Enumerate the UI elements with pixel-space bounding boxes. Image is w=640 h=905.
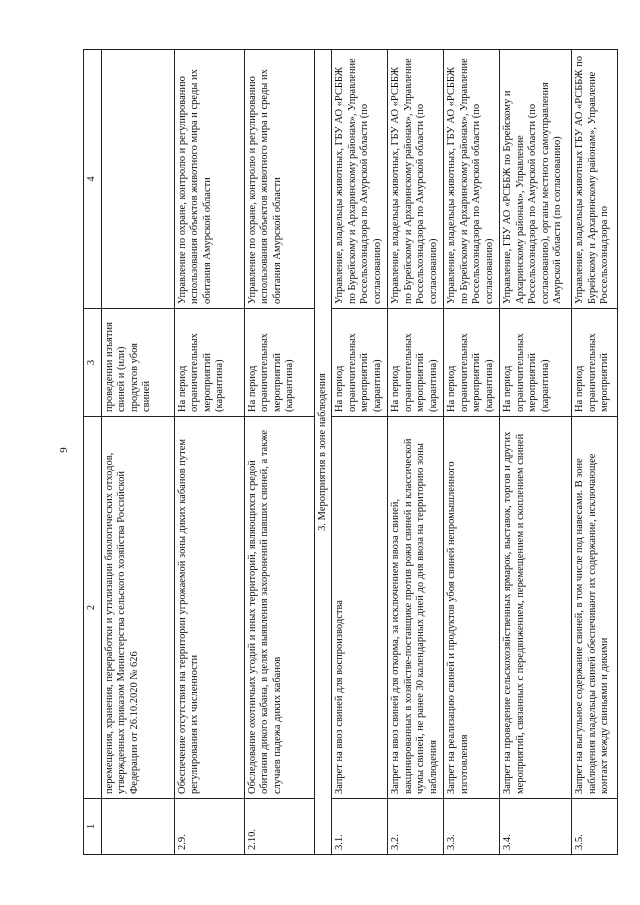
table-row <box>174 50 244 855</box>
row-measure: Запрет на выгульное содержание свиней, в том числе под навесами. В зоне наблюдения владельцы свиней обеспечивают их содержание, исключающее контакт между свиньями и дикими <box>572 417 618 799</box>
row-number: 3.5. <box>572 799 618 855</box>
table-header-row <box>84 50 102 855</box>
section-title: 3. Мероприятия в зоне наблюдения <box>314 50 332 855</box>
table-row <box>388 50 444 855</box>
row-number: 2.9. <box>174 799 244 855</box>
table-row <box>444 50 500 855</box>
row-responsible <box>101 50 174 309</box>
header-col-4: 4 <box>84 50 102 309</box>
section-row <box>314 50 332 855</box>
row-measure: Запрет на проведение сельскохозяйственных ярмарок, выставок, торгов и других мероприятий, связанных с передвижением, перемещением и скоплением свиней <box>500 417 572 799</box>
row-measure: Обследование охотничьих угодий и иных территорий, являющихся средой обитания дикого кабана, в целях выявления захоронений павших свиней, а также случаев падежа диких кабанов <box>244 417 314 799</box>
row-measure: перемещения, хранения, переработки и утилизации биологических отходов, утвержденных приказом Министерства сельского хозяйства Российской Федерации от 26.10.2020 № 626 <box>101 417 174 799</box>
table-row <box>101 50 174 855</box>
row-number: 3.3. <box>444 799 500 855</box>
row-responsible: Управление, ГБУ АО «РСББЖ по Бурейскому и Архаринскому районам», Управление Россельхознадзора по Амурской области (по согласованию), органы местного самоуправления Амурской области (по согласованию) <box>500 50 572 309</box>
rotated-table-wrapper <box>83 50 610 855</box>
row-responsible: Управление, владельцы животных, ГБУ АО «РСББЖ по Бурейскому и Архаринскому районам», Управление Россельхознадзора по Амурской области (по согласованию) <box>332 50 388 309</box>
table-row <box>244 50 314 855</box>
row-number: 3.2. <box>388 799 444 855</box>
row-term: На период ограничительных мероприятий (карантина) <box>174 309 244 417</box>
row-responsible: Управление, владельцы животных ГБУ АО «РСББЖ по Бурейскому и Архаринскому районам», Управление Россельхознадзора по <box>572 50 618 309</box>
row-number: 3.1. <box>332 799 388 855</box>
header-col-2: 2 <box>84 417 102 799</box>
row-responsible: Управление, владельцы животных, ГБУ АО «РСББЖ по Бурейскому и Архаринскому районам», Управление Россельхознадзора по Амурской области (по согласованию) <box>388 50 444 309</box>
row-term: На период ограничительных мероприятий <box>572 309 618 417</box>
row-measure: Обеспечение отсутствия на территории угрожаемой зоны диких кабанов путем регулирования их численности <box>174 417 244 799</box>
row-responsible: Управление, владельцы животных, ГБУ АО «РСББЖ по Бурейскому и Архаринскому районам», Управление Россельхознадзора по Амурской области (по согласованию) <box>444 50 500 309</box>
measures-table <box>83 49 618 855</box>
row-term: На период ограничительных мероприятий (карантина) <box>388 309 444 417</box>
row-measure: Запрет на реализацию свиней и продуктов убоя свиней непромышленного изготовления <box>444 417 500 799</box>
table-row <box>332 50 388 855</box>
row-measure: Запрет на ввоз свиней для воспроизводства <box>332 417 388 799</box>
row-number: 2.10. <box>244 799 314 855</box>
row-term: На период ограничительных мероприятий (карантина) <box>332 309 388 417</box>
header-col-3: 3 <box>84 309 102 417</box>
row-measure: Запрет на ввоз свиней для откорма, за исключением ввоза свиней, вакцинированных в хозяйстве-поставщике против рожи свиней и классической чумы свиней, не ранее 30 календарных дней до дня ввоза на территорию зоны наблюдения <box>388 417 444 799</box>
row-responsible: Управление по охране, контролю и регулированию использования объектов животного мира и среды их обитания Амурской области <box>244 50 314 309</box>
row-term: На период ограничительных мероприятий (карантина) <box>444 309 500 417</box>
table-row <box>572 50 618 855</box>
header-col-1: 1 <box>84 799 102 855</box>
row-term: проведении изъятия свиней и (или) продуктов убоя свиней <box>101 309 174 417</box>
row-responsible: Управление по охране, контролю и регулированию использования объектов животного мира и среды их обитания Амурской области <box>174 50 244 309</box>
row-number: 3.4. <box>500 799 572 855</box>
table-row <box>500 50 572 855</box>
page-number: 9 <box>58 447 70 453</box>
row-term: На период ограничительных мероприятий (карантина) <box>500 309 572 417</box>
row-term: На период ограничительных мероприятий (карантина) <box>244 309 314 417</box>
row-number <box>101 799 174 855</box>
